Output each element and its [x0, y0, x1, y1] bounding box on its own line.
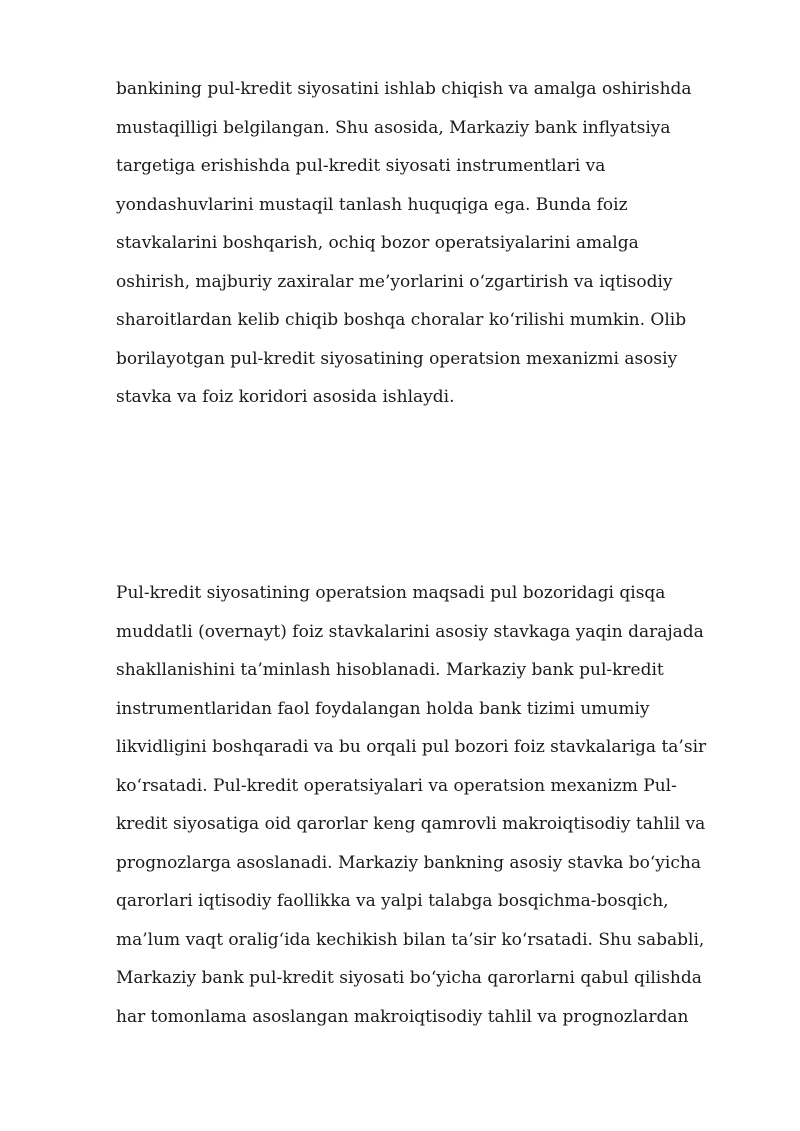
text-line: mustaqilligi belgilangan. Shu asosida, Markaziy bank inflyatsiya [116, 117, 671, 138]
text-line: oshirish, majburiy zaxiralar me’yorlarini o‘zgartirish va iqtisodiy [116, 271, 673, 292]
text-line: stavka va foiz koridori asosida ishlaydi. [116, 387, 455, 407]
text-line: bankining pul-kredit siyosatini ishlab chiqish va amalga oshirishda [116, 79, 692, 99]
text-line: targetiga erishishda pul-kredit siyosati instrumentlari va [116, 156, 606, 176]
paragraph-2 [116, 574, 740, 1036]
text-line: shakllanishini ta’minlash hisoblanadi. Markaziy bank pul-kredit [116, 660, 664, 680]
text-line: sharoitlardan kelib chiqib boshqa choralar ko‘rilishi mumkin. Olib [116, 310, 687, 330]
text-line: muddatli (overnayt) foiz stavkalarini asosiy stavkaga yaqin darajada [116, 621, 704, 642]
text-line: qarorlari iqtisodiy faollikka va yalpi talabga bosqichma-bosqich, [116, 891, 669, 911]
text-line: likvidligini boshqaradi va bu orqali pul bozori foiz stavkalariga ta’sir [116, 737, 707, 757]
text-line: instrumentlaridan faol foydalangan holda bank tizimi umumiy [116, 698, 650, 719]
text-line: Pul-kredit siyosatining operatsion maqsadi pul bozoridagi qisqa [116, 583, 666, 603]
text-line: har tomonlama asoslangan makroiqtisodiy tahlil va prognozlardan [116, 1006, 689, 1027]
text-line: Markaziy bank pul-kredit siyosati bo‘yicha qarorlarni qabul qilishda [116, 968, 702, 988]
text-line: stavkalarini boshqarish, ochiq bozor operatsiyalarini amalga [116, 233, 639, 253]
text-line: yondashuvlarini mustaqil tanlash huquqiga ega. Bunda foiz [116, 194, 628, 215]
text-line: ma’lum vaqt oralig‘ida kechikish bilan ta’sir ko‘rsatadi. Shu sababli, [116, 929, 705, 950]
text-line: prognozlarga asoslanadi. Markaziy bankning asosiy stavka bo‘yicha [116, 852, 701, 873]
text-line: kredit siyosatiga oid qarorlar keng qamrovli makroiqtisodiy tahlil va [116, 814, 706, 834]
paragraph-1 [116, 70, 740, 417]
text-line: borilayotgan pul-kredit siyosatining operatsion mexanizmi asosiy [116, 348, 678, 369]
text-line: ko‘rsatadi. Pul-kredit operatsiyalari va operatsion mexanizm Pul- [116, 775, 677, 796]
